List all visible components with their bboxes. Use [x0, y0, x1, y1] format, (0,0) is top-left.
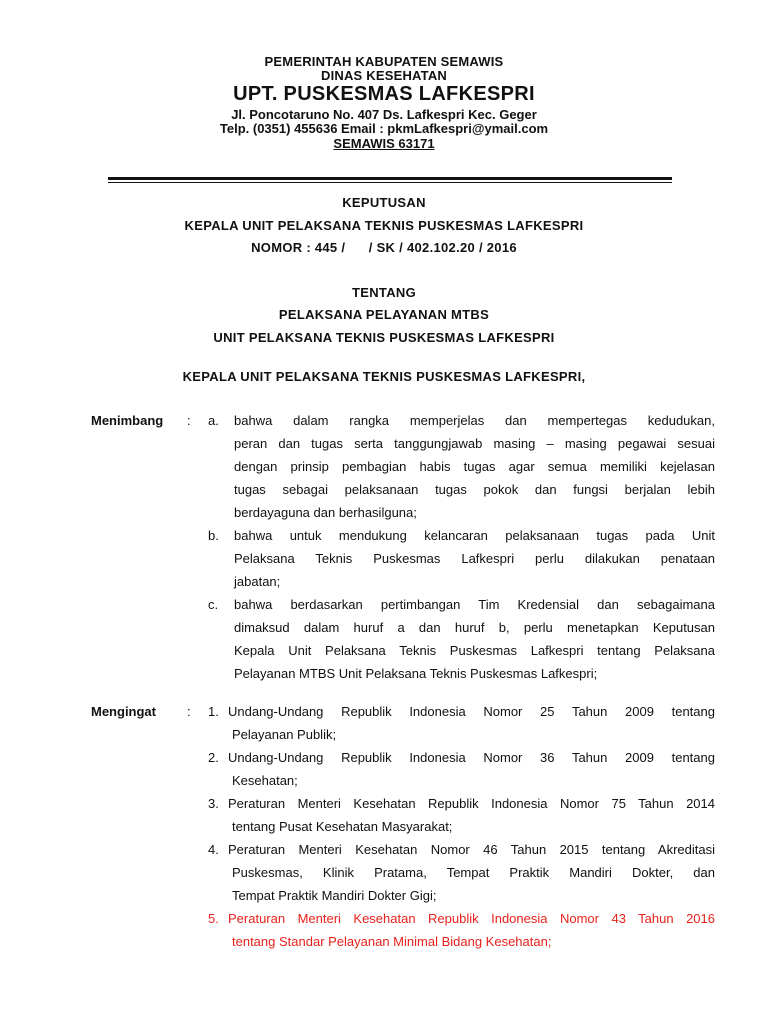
decree-subject-line-1: PELAKSANA PELAYANAN MTBS — [278, 307, 490, 322]
mengingat-marker-4: 4. — [208, 842, 219, 857]
menimbang-b-line: bahwa untuk mendukung kelancaran pelaksanaan tugas pada Unit — [234, 528, 715, 543]
menimbang-a-line: berdayaguna dan berhasilguna; — [234, 505, 417, 520]
letterhead-city: SEMAWIS 63171 — [333, 136, 435, 151]
mengingat-marker-3: 3. — [208, 796, 219, 811]
menimbang-a-line: bahwa dalam rangka memperjelas dan mempertegas kedudukan, — [234, 413, 715, 428]
letterhead-department: DINAS KESEHATAN — [320, 68, 448, 83]
mengingat-2-line: Kesehatan; — [232, 773, 298, 788]
mengingat-label: Mengingat — [91, 704, 156, 719]
mengingat-colon: : — [187, 704, 191, 719]
menimbang-label: Menimbang — [91, 413, 164, 428]
menimbang-marker-c: c. — [208, 597, 219, 612]
mengingat-1-line: Pelayanan Publik; — [232, 727, 337, 742]
mengingat-5-line: tentang Standar Pelayanan Minimal Bidang Kesehatan; — [232, 934, 552, 949]
letterhead-unit: UPT. PUSKESMAS LAFKESPRI — [233, 83, 535, 105]
letterhead-address: Jl. Poncotaruno No. 407 Ds. Lafkespri Kec. Geger — [231, 107, 537, 122]
mengingat-marker-5: 5. — [208, 911, 219, 926]
menimbang-c-line: bahwa berdasarkan pertimbangan Tim Kredensial dan sebagaimana — [234, 597, 715, 612]
menimbang-c-line: Pelayanan MTBS Unit Pelaksana Teknis Puskesmas Lafkespri; — [234, 666, 598, 681]
decree-type: KEPUTUSAN — [342, 195, 426, 210]
menimbang-a-line: tugas sebagai pelaksanaan tugas pokok dan fungsi berjalan lebih — [234, 482, 715, 497]
menimbang-c-line: dimaksud dalam huruf a dan huruf b, perlu menetapkan Keputusan — [234, 620, 715, 635]
menimbang-c-line: Kepala Unit Pelaksana Teknis Puskesmas Lafkespri tentang Pelaksana — [234, 643, 715, 658]
menimbang-colon: : — [187, 413, 191, 428]
menimbang-marker-a: a. — [208, 413, 219, 428]
decree-subject-line-2: UNIT PELAKSANA TEKNIS PUSKESMAS LAFKESPRI — [213, 330, 555, 345]
mengingat-4-line: Puskesmas, Klinik Pratama, Tempat Praktik Mandiri Dokter, dan — [232, 865, 715, 880]
mengingat-marker-2: 2. — [208, 750, 219, 765]
menimbang-marker-b: b. — [208, 528, 219, 543]
decree-issuer: KEPALA UNIT PELAKSANA TEKNIS PUSKESMAS LAFKESPRI — [184, 218, 584, 233]
mengingat-4-line: Tempat Praktik Mandiri Dokter Gigi; — [232, 888, 437, 903]
menimbang-b-line: jabatan; — [234, 574, 281, 589]
mengingat-4-line: Peraturan Menteri Kesehatan Nomor 46 Tahun 2015 tentang Akreditasi — [228, 842, 715, 857]
letterhead-government: PEMERINTAH KABUPATEN SEMAWIS — [264, 54, 504, 69]
mengingat-marker-1: 1. — [208, 704, 219, 719]
menimbang-a-line: dengan prinsip pembagian habis tugas agar semua memiliki kejelasan — [234, 459, 715, 474]
menimbang-b-line: Pelaksana Teknis Puskesmas Lafkespri perlu dilakukan penataan — [234, 551, 715, 566]
decree-number: NOMOR : 445 / / SK / 402.102.20 / 2016 — [251, 240, 517, 255]
mengingat-5-line: Peraturan Menteri Kesehatan Republik Indonesia Nomor 43 Tahun 2016 — [228, 911, 715, 926]
menimbang-a-line: peran dan tugas serta tanggungjawab masing – masing pegawai sesuai — [234, 436, 715, 451]
mengingat-3-line: tentang Pusat Kesehatan Masyarakat; — [232, 819, 453, 834]
letterhead-divider-thick — [108, 177, 672, 180]
letterhead-contact: Telp. (0351) 455636 Email : pkmLafkespri@ymail.com — [219, 121, 549, 136]
decree-heading: KEPALA UNIT PELAKSANA TEKNIS PUSKESMAS LAFKESPRI, — [182, 369, 586, 384]
decree-about: TENTANG — [352, 285, 416, 300]
mengingat-3-line: Peraturan Menteri Kesehatan Republik Indonesia Nomor 75 Tahun 2014 — [228, 796, 715, 811]
letterhead-divider-thin — [108, 182, 672, 183]
mengingat-2-line: Undang-Undang Republik Indonesia Nomor 36 Tahun 2009 tentang — [228, 750, 715, 765]
mengingat-1-line: Undang-Undang Republik Indonesia Nomor 25 Tahun 2009 tentang — [228, 704, 715, 719]
